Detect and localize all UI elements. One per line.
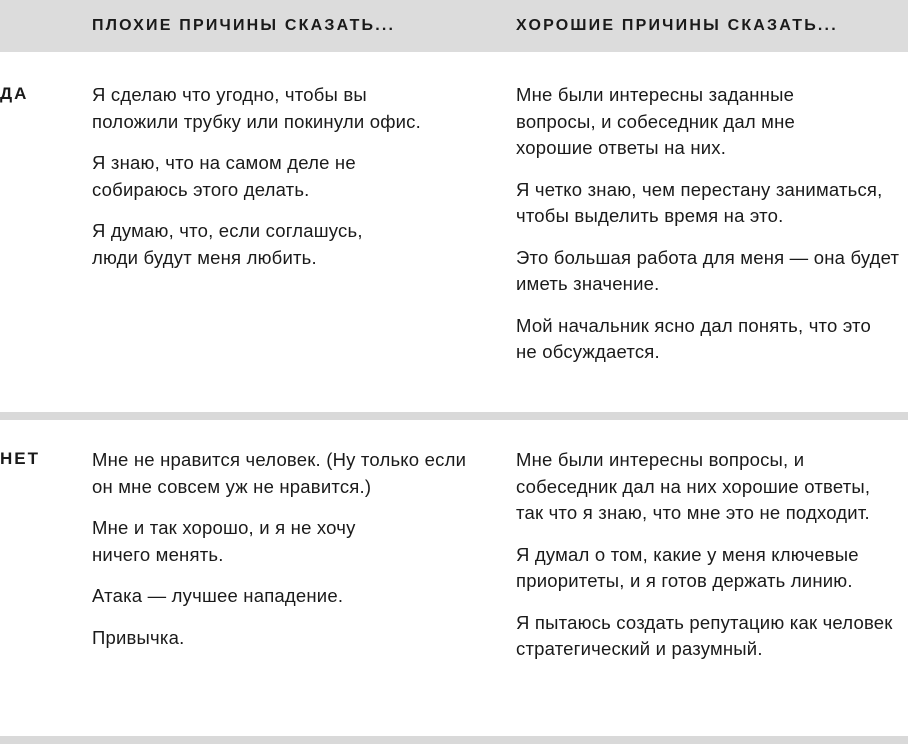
no-good-reason-1: Мне были интересны вопросы, и собеседник дал на них хорошие ответы, так что я знаю, что мне это не подходит. bbox=[516, 449, 871, 523]
yes-good-reasons bbox=[516, 82, 901, 381]
no-bad-reason-1: Мне не нравится человек. (Ну только если он мне совсем уж не нравится.) bbox=[92, 449, 467, 497]
no-bad-reasons bbox=[92, 447, 482, 666]
yes-bad-reason-2: Я знаю, что на самом деле не собираюсь этого делать. bbox=[92, 152, 356, 200]
table-header bbox=[0, 0, 908, 52]
no-good-reason-2: Я думал о том, какие у меня ключевые приоритеты, и я готов держать линию. bbox=[516, 543, 859, 591]
no-bad-reason-2: Мне и так хорошо, и я не хочу ничего менять. bbox=[92, 517, 356, 565]
no-good-reasons bbox=[516, 447, 901, 678]
yes-bad-reason-3: Я думаю, что, если соглашусь, люди будут меня любить. bbox=[92, 220, 363, 268]
yes-bad-reasons bbox=[92, 82, 432, 286]
yes-good-reason-4: Мой начальник ясно дал понять, что это не обсуждается. bbox=[516, 314, 872, 362]
yes-good-reason-2: Я четко знаю, чем перестану заниматься, чтобы выделить время на это. bbox=[516, 178, 883, 226]
no-bad-reason-4: Привычка. bbox=[92, 626, 185, 648]
yes-bad-reason-1: Я сделаю что угодно, чтобы вы положили трубку или покинули офис. bbox=[92, 84, 421, 132]
no-bad-reason-3: Атака — лучшее нападение. bbox=[92, 585, 344, 606]
yes-good-reason-3: Это большая работа для меня — она будет иметь значение. bbox=[516, 246, 900, 294]
row-divider bbox=[0, 412, 908, 420]
bottom-divider bbox=[0, 736, 908, 744]
good-reasons-heading: ХОРОШИЕ ПРИЧИНЫ СКАЗАТЬ... bbox=[516, 17, 838, 34]
row-label-no: НЕТ bbox=[0, 449, 40, 468]
bad-reasons-heading: ПЛОХИЕ ПРИЧИНЫ СКАЗАТЬ... bbox=[92, 17, 396, 34]
no-good-reason-3: Я пытаюсь создать репутацию как человек стратегический и разумный. bbox=[516, 611, 893, 659]
yes-good-reason-1: Мне были интересны заданные вопросы, и собеседник дал мне хорошие ответы на них. bbox=[516, 84, 795, 158]
row-label-yes: ДА bbox=[0, 84, 29, 103]
